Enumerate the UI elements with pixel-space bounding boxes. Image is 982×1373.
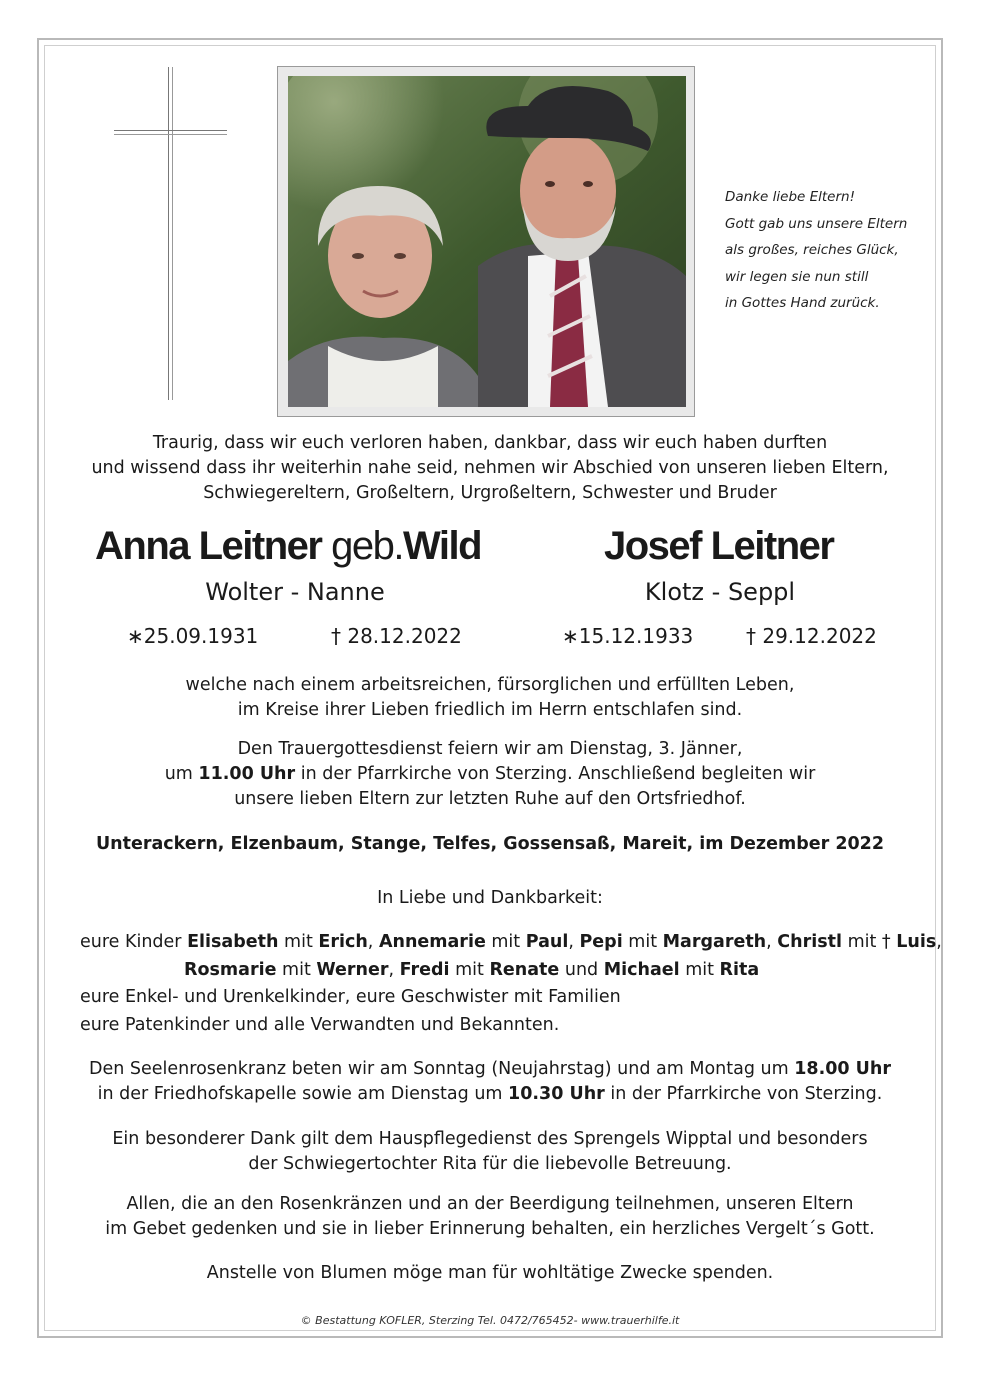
attendees-text: Allen, die an den Rosenkränzen und an der Beerdigung teilnehmen, unseren Eltern im Gebet gedenken und sie in lieber Erinnerung behalten, ein herzliches Vergelt´s Gott. [105, 1194, 875, 1239]
family-row-4: eure Patenkinder und alle Verwandten und Bekannten. [80, 1014, 560, 1035]
passing-text: welche nach einem arbeitsreichen, fürsorglichen und erfüllten Leben, im Kreise ihrer Lieben friedlich im Herrn entschlafen sind. [185, 675, 795, 720]
family-member-name: Christl [777, 932, 842, 952]
rosary-time-2: 10.30 Uhr [508, 1084, 605, 1104]
poem-line: wir legen sie nun still [725, 268, 869, 285]
family-list [80, 929, 942, 1039]
intro-text [44, 431, 936, 506]
deceased-name-anna: Anna Leitner geb.Wild [95, 524, 482, 568]
rosary-time-1: 18.00 Uhr [794, 1059, 891, 1079]
nickname-josef: Klotz - Seppl [644, 578, 796, 606]
intro-line: Schwiegereltern, Großeltern, Urgroßeltern, Schwester und Bruder [203, 483, 777, 503]
family-member-name: Rosmarie [184, 959, 277, 980]
birth-date-josef: ∗15.12.1933 [562, 624, 694, 648]
poem-line: in Gottes Hand zurück. [725, 295, 880, 311]
family-member-name: Pepi [579, 932, 623, 952]
places-line: Unterackern, Elzenbaum, Stange, Telfes, Gossensaß, Mareit, im Dezember 2022 [95, 834, 885, 854]
portrait-photo [277, 66, 695, 417]
family-member-name: Fredi [399, 959, 450, 980]
family-member-name: Erich [318, 932, 368, 952]
poem-line: Danke liebe Eltern! [725, 189, 856, 205]
death-date-anna: † 28.12.2022 [331, 624, 462, 648]
flowers-line: Anstelle von Blumen möge man für wohltätige Zwecke spenden. [206, 1263, 774, 1283]
poem [725, 184, 925, 317]
family-member-name: Annemarie [378, 932, 486, 952]
family-member-name: Michael [603, 959, 680, 980]
thanks-text: Ein besonderer Dank gilt dem Hauspflegedienst des Sprengels Wipptal und besonders der Schwiegertochter Rita für die liebevolle Betreuung. [112, 1129, 868, 1174]
family-member-name: Luis [896, 932, 937, 952]
family-member-name: Rita [719, 959, 760, 980]
poem-line: Gott gab uns unsere Eltern [725, 215, 908, 232]
funeral-service-text: Den Trauergottesdienst feiern wir am Dienstag, 3. Jänner, um 11.00 Uhr in der Pfarrkirche von Sterzing. Anschließend begleiten wir unsere lieben Eltern zur letzten Ruhe auf den Ortsfriedhof. [164, 739, 816, 809]
family-row-1: eure Kinder Elisabeth mit Erich, Annemarie mit Paul, Pepi mit Margareth, Christl mit † Luis, [80, 932, 942, 952]
footer-credit: © Bestattung KOFLER, Sterzing Tel. 0472/765452- www.trauerhilfe.it [300, 1314, 680, 1327]
poem-line: als großes, reiches Glück, [725, 242, 899, 258]
intro-line: Traurig, dass wir euch verloren haben, dankbar, dass wir euch haben durften [152, 433, 828, 453]
nickname-anna: Wolter - Nanne [205, 578, 385, 606]
death-date-josef: † 29.12.2022 [746, 624, 877, 648]
couple-photo-illustration [288, 76, 686, 407]
service-time: 11.00 Uhr [198, 764, 296, 784]
family-row-3: eure Enkel- und Urenkelkinder, eure Geschwister mit Familien [80, 987, 621, 1007]
family-member-name: Margareth [662, 932, 767, 952]
family-row-2: Rosmarie mit Werner, Fredi mit Renate und Michael mit Rita [184, 959, 760, 980]
family-member-name: Paul [525, 932, 569, 952]
family-member-name: Renate [489, 959, 560, 980]
family-member-name: Elisabeth [187, 932, 279, 952]
birth-date-anna: ∗25.09.1931 [127, 624, 259, 648]
intro-line: und wissend dass ihr weiterhin nahe seid, nehmen wir Abschied von unseren lieben Eltern, [91, 458, 889, 478]
family-member-name: Werner [316, 959, 389, 980]
love-line: In Liebe und Dankbarkeit: [377, 888, 603, 908]
deceased-name-josef: Josef Leitner [604, 524, 834, 568]
rosary-text: Den Seelenrosenkranz beten wir am Sonntag (Neujahrstag) und am Montag um 18.00 Uhr in der Friedhofskapelle sowie am Dienstag um 10.30 Uhr in der Pfarrkirche von Sterzing. [89, 1059, 891, 1104]
